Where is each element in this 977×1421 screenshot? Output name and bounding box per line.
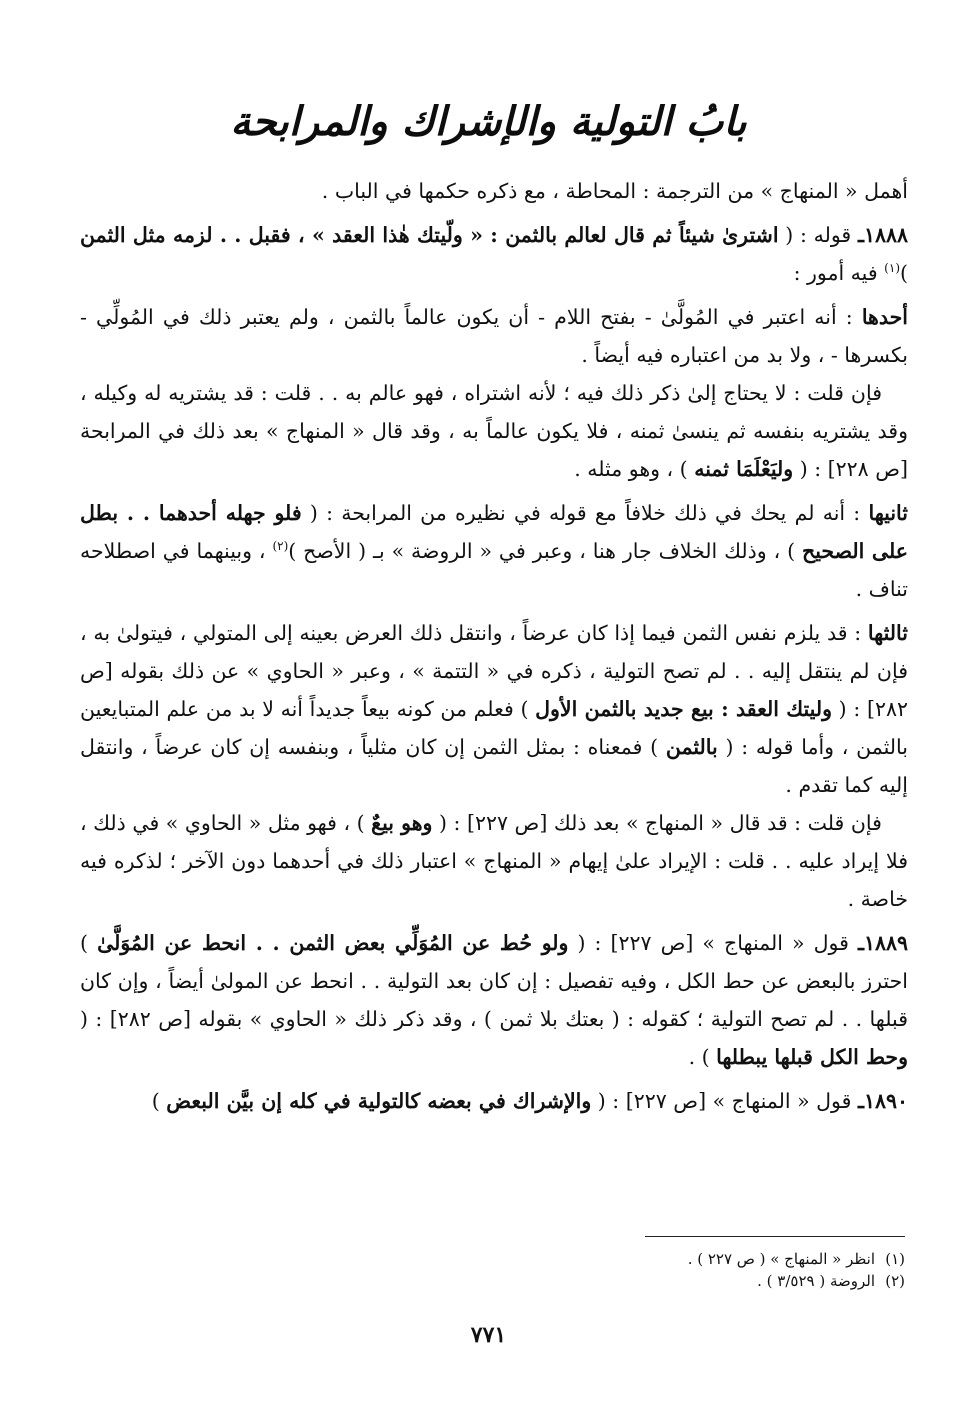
text-run: : قد يلزم نفس الثمن فيما إذا كان عرضاً ، وانتقل ذلك العرض بعينه إلى المتولي ، فيتولىٰ به ، فإن لم ينتقل إليه . . لم تصح التولية ، ذكره في « التتمة » ، وعبر « الحاوي » عن ذلك بقوله [ص ٢٨٢] : (	[80, 621, 908, 721]
paragraph	[80, 804, 908, 918]
bold-text: وليتك العقد : بيع جديد بالثمن الأول	[535, 697, 832, 721]
text-run: فإن قلت : لا يحتاج إلىٰ ذكر ذلك فيه ؛ لأنه اشتراه ، فهو عالم به . . قلت : قد يشتريه له وكيله ، وقد يشتريه بنفسه ثم ينسىٰ ثمنه ، فلا يكون عالماً به ، وقد قال « المنهاج » بعد ذلك في المرابحة [ص ٢٢٨] : (	[80, 381, 908, 481]
text-run: قول « المنهاج » [ص ٢٢٧] : (	[591, 1089, 858, 1113]
footnote-ref: (١)	[884, 261, 900, 276]
footnote-number: (٢)	[885, 1272, 905, 1290]
bold-text: وهو بيعٌ	[371, 811, 433, 835]
bold-text: وليَعْلَمَا ثمنه	[694, 457, 794, 481]
text-run: ) فمعناه : بمثل الثمن إن كان مثلياً ، وبنفسه إن كان عرضاً ، وانتقل إليه كما تقدم .	[80, 735, 908, 797]
paragraph	[80, 216, 908, 292]
text-run: )	[900, 261, 908, 285]
paragraph	[80, 614, 908, 804]
bold-text: أحدها	[861, 305, 908, 329]
footnote	[80, 1270, 905, 1292]
text-run: ، وبينهما في اصطلاحه تناف .	[80, 539, 908, 601]
text-run: فإن قلت : قد قال « المنهاج » بعد ذلك [ص ٢٢٧] : (	[432, 811, 882, 835]
text-run: قول « المنهاج » [ص ٢٢٧] : (	[568, 931, 858, 955]
text-run: ) فعلم من كونه بيعاً جديداً أنه لا بد من علم المتبايعين بالثمن ، وأما قوله : (	[80, 697, 908, 759]
footnote-text: الروضة ( ٣/٥٢٩ ) .	[757, 1272, 875, 1290]
paragraph	[80, 494, 908, 608]
footnote-ref: (٢)	[272, 539, 289, 554]
text-run: ) ، وهو مثله .	[574, 457, 695, 481]
text-run: فيه أمور :	[793, 261, 885, 285]
paragraph	[80, 1082, 908, 1120]
bold-text: ١٨٨٨ـ	[857, 223, 908, 247]
bold-text: ثالثها	[867, 621, 908, 645]
chapter-title: بابُ التولية والإشراك والمرابحة	[230, 98, 747, 145]
text-run: ) ، فهو مثل « الحاوي » في ذلك ، فلا إيراد عليه . . قلت : الإيراد علىٰ إيهام « المنهاج » اعتبار ذلك في أحدهما دون الآخر ؛ لذكره فيه خاصة .	[80, 811, 908, 911]
paragraph	[80, 924, 908, 1076]
footnote	[80, 1248, 905, 1270]
bold-text: والإشراك في بعضه كالتولية في كله إن بيَّن البعض	[166, 1089, 592, 1113]
text-run: قوله : (	[778, 223, 858, 247]
bold-text: ولو حُط عن المُوَلِّي بعض الثمن . . انحط عن المُوَلَّىٰ	[97, 931, 569, 955]
bold-text: بالثمن	[665, 735, 718, 759]
text-run: )	[151, 1089, 167, 1113]
footnote-separator	[645, 1236, 905, 1237]
bold-text: وحط الكل قبلها يبطلها	[716, 1045, 908, 1069]
text-run: : أنه لم يحك في ذلك خلافاً مع قوله في نظيره من المرابحة : (	[301, 501, 869, 525]
paragraph	[80, 298, 908, 374]
bold-text: اشترىٰ شيئاً ثم قال لعالم بالثمن : « ولّيتك هٰذا العقد » ، فقبل . . لزمه مثل الثمن	[80, 223, 779, 247]
main-text	[80, 172, 908, 1120]
text-run: ) احترز بالبعض عن حط الكل ، وفيه تفصيل : إن كان بعد التولية . . انحط عن المولىٰ أيضاً ، وإن كان قبلها . . لم تصح التولية ؛ كقوله : ( بعتك بلا ثمن ) ، وقد ذكر ذلك « الحاوي » بقوله [ص ٢٨٢] : (	[80, 931, 909, 1031]
paragraph	[80, 172, 908, 210]
bold-text: ثانيها	[868, 501, 908, 525]
page-number: ٧٧١	[470, 1322, 507, 1348]
footnotes	[80, 1248, 905, 1292]
text-run: ) ، وذلك الخلاف جار هنا ، وعبر في « الروضة » بـ ( الأصح )	[288, 539, 802, 563]
footnote-number: (١)	[885, 1250, 905, 1268]
bold-text: ١٨٨٩ـ	[857, 931, 908, 955]
footnote-text: انظر « المنهاج » ( ص ٢٢٧ ) .	[687, 1250, 875, 1268]
text-run: ) .	[688, 1045, 717, 1069]
text-run: أهمل « المنهاج » من الترجمة : المحاطة ، مع ذكره حكمها في الباب .	[321, 179, 908, 203]
paragraph	[80, 374, 908, 488]
text-run: : أنه اعتبر في المُولَّىٰ - بفتح اللام - أن يكون عالماً بالثمن ، ولم يعتبر ذلك في المُولِّي - بكسرها - ، ولا بد من اعتباره فيه أيضاً .	[80, 305, 908, 367]
bold-text: فلو جهله أحدهما . . بطل على الصحيح	[80, 501, 908, 563]
bold-text: ١٨٩٠ـ	[857, 1089, 908, 1113]
